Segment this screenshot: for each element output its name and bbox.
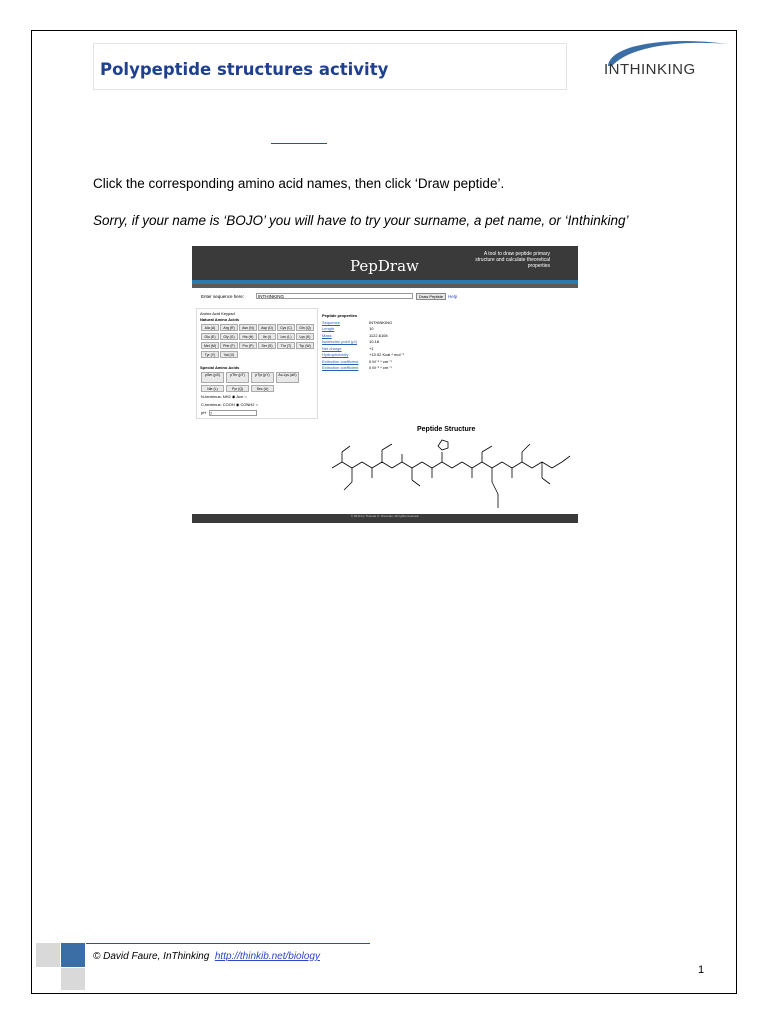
special-aa-button[interactable]: pSer (pS): [201, 372, 224, 383]
natural-title: Natural Amino Acids: [200, 317, 240, 322]
props-title: Peptide properties: [322, 313, 358, 318]
help-link[interactable]: Help: [448, 294, 458, 299]
aa-button[interactable]: Val (V): [220, 351, 238, 358]
peptide-properties: [322, 313, 404, 372]
special-aa-button[interactable]: Nle (L): [201, 385, 224, 392]
aa-button[interactable]: Cys (C): [277, 324, 295, 331]
aa-button[interactable]: Ala (A): [201, 324, 219, 331]
cterm-alt-radio[interactable]: ○: [255, 402, 259, 407]
special-aa-button[interactable]: pTyr (pY): [251, 372, 274, 383]
cterm-alt: CONH2: [240, 402, 255, 407]
pepdraw-screenshot: [192, 246, 578, 523]
aa-button[interactable]: Arg (R): [220, 324, 238, 331]
instruction-text: Click the corresponding amino acid names, then click ‘Draw peptide’.: [93, 176, 505, 191]
nterm-radio[interactable]: ◉: [231, 394, 236, 399]
aa-button[interactable]: Pro (P): [239, 342, 257, 349]
footer-link[interactable]: http://thinkib.net/biology: [214, 951, 320, 962]
aa-button[interactable]: Glu (E): [201, 333, 219, 340]
keypad-title: Amino Acid Keypad: [200, 311, 235, 316]
aa-button[interactable]: His (H): [239, 333, 257, 340]
ph-label: pH: [201, 410, 207, 415]
aa-button[interactable]: Trp (W): [296, 342, 314, 349]
special-aa-button[interactable]: Sec (U): [251, 385, 274, 392]
natural-amino-acid-grid: [201, 324, 314, 358]
sequence-input[interactable]: INTHINKING: [256, 293, 413, 299]
prop-value: 0 M⁻¹ * cm⁻¹: [369, 365, 392, 370]
sequence-label: Enter sequence here:: [201, 294, 245, 299]
aa-button[interactable]: Met (M): [201, 342, 219, 349]
special-amino-acid-grid: [201, 372, 299, 392]
aa-button[interactable]: Lys (K): [296, 333, 314, 340]
pepdraw-subbar: [192, 284, 578, 288]
footer-square-grey: [36, 943, 60, 967]
pepdraw-footer: © 2014 by Thomas C. Freeman. All rights reserved.: [192, 514, 578, 523]
ph-input[interactable]: 7: [209, 410, 257, 416]
footer-square-grey-lower: [61, 968, 85, 990]
prop-key[interactable]: Extinction coefficient: [322, 365, 359, 370]
prop-key[interactable]: Length: [322, 326, 335, 331]
cterm-label: C-terminus: COOH: [201, 402, 235, 407]
prop-value: +1: [369, 345, 374, 351]
nterm-alt: Ace: [236, 394, 244, 399]
aa-button[interactable]: Leu (L): [277, 333, 295, 340]
aa-button[interactable]: Phe (F): [220, 342, 238, 349]
footer-author: © David Faure, InThinking: [93, 951, 210, 962]
aa-button[interactable]: Ile (I): [258, 333, 276, 340]
special-aa-button[interactable]: pThr (pT): [226, 372, 249, 383]
aa-button[interactable]: Asn (N): [239, 324, 257, 331]
prop-value: 10.18: [369, 339, 380, 344]
svg-text:INTHINKING: INTHINKING: [604, 61, 696, 78]
prop-value: 10: [369, 326, 374, 331]
prop-row: [322, 365, 404, 372]
aa-button[interactable]: Gln (Q): [296, 324, 314, 331]
nterm-label: N-terminus: NH2: [201, 394, 231, 399]
nterm-row: [201, 394, 247, 399]
prop-value: INTHINKING: [369, 319, 393, 325]
aa-button[interactable]: Thr (T): [277, 342, 295, 349]
draw-peptide-button[interactable]: Draw Peptide: [416, 293, 446, 300]
pepdraw-header: [192, 246, 578, 280]
amino-acid-keypad: [196, 308, 318, 419]
special-title: Special Amino Acids: [200, 365, 240, 370]
aa-button[interactable]: Ser (S): [258, 342, 276, 349]
cterm-radio[interactable]: ◉: [235, 402, 240, 407]
page-title: Polypeptide structures activity: [100, 60, 389, 79]
prop-value: 1122.6108: [369, 332, 388, 338]
aa-button[interactable]: Tyr (Y): [201, 351, 219, 358]
prop-value: +13.02 Kcal * mol⁻¹: [369, 352, 404, 357]
footer-credit: [93, 951, 320, 962]
peptide-structure-drawing: [322, 438, 578, 514]
sorry-note: Sorry, if your name is ‘BOJO’ you will have to try your surname, a pet name, or ‘Inthinking’: [93, 213, 629, 228]
prop-key[interactable]: Isoelectric point (pI): [322, 339, 357, 344]
prop-key[interactable]: Sequence: [322, 319, 341, 325]
pepdraw-logo: PepDraw: [350, 257, 419, 275]
pepdraw-tagline: A tool to draw peptide primary structure and calculate theoretical properties: [475, 251, 550, 269]
prop-value: 0 M⁻¹ * cm⁻¹: [369, 358, 392, 364]
prop-key[interactable]: Net charge: [322, 345, 342, 351]
page-number: 1: [698, 964, 705, 976]
prop-key[interactable]: Mass: [322, 332, 332, 338]
cterm-row: [201, 402, 258, 407]
prop-key[interactable]: Hydrophobicity: [322, 352, 349, 357]
special-aa-button[interactable]: Ac-Lys (aK): [276, 372, 299, 383]
footer-square-blue: [61, 943, 85, 967]
structure-title: Peptide Structure: [417, 426, 476, 433]
aa-button[interactable]: Asp (D): [258, 324, 276, 331]
nterm-alt-radio[interactable]: ○: [244, 394, 247, 399]
prop-key[interactable]: Extinction coefficient: [322, 358, 359, 364]
blank-link-underline[interactable]: [271, 143, 327, 144]
special-aa-button[interactable]: Pyr (Q): [226, 385, 249, 392]
footer-rule: [86, 943, 370, 944]
inthinking-logo: [600, 36, 730, 84]
aa-button[interactable]: Gly (G): [220, 333, 238, 340]
